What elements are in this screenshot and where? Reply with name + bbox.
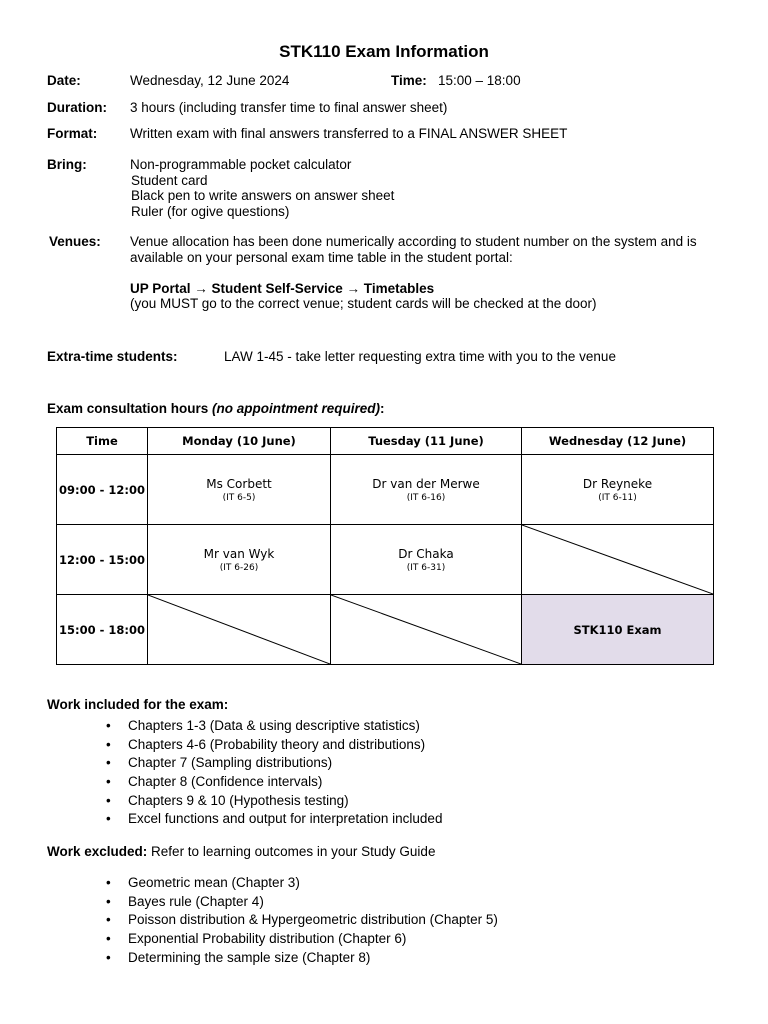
- empty-cell-struck: [148, 595, 331, 665]
- excluded-heading-label: Work excluded:: [47, 844, 148, 859]
- consult-cell: [522, 455, 714, 525]
- excluded-heading-note: Refer to learning outcomes in your Study Guide: [151, 844, 436, 859]
- list-item: • Determining the sample size (Chapter 8): [128, 949, 498, 968]
- table-row: [57, 595, 714, 665]
- room-number: (IT 6-31): [406, 562, 446, 573]
- time-slot: 15:00 - 18:00: [57, 595, 148, 665]
- list-item: • Chapters 4-6 (Probability theory and distributions): [128, 736, 442, 755]
- table-row: [57, 455, 714, 525]
- table-row: [57, 525, 714, 595]
- diagonal-strike: [148, 595, 330, 664]
- portal-path: UP Portal → Student Self-Service → Timetables: [130, 281, 435, 296]
- consult-cell: [148, 455, 331, 525]
- col-header-tuesday: Tuesday (11 June): [331, 428, 522, 455]
- lecturer-name: Dr Chaka: [398, 546, 454, 561]
- venues-text: available on your personal exam time table in the student portal:: [130, 250, 513, 265]
- room-number: (IT 6-16): [406, 492, 446, 503]
- bring-item: Ruler (for ogive questions): [131, 204, 290, 219]
- consultation-table: [56, 427, 714, 665]
- room-number: (IT 6-5): [222, 492, 256, 503]
- date-value: Wednesday, 12 June 2024: [130, 73, 290, 88]
- included-heading: Work included for the exam:: [47, 697, 229, 712]
- duration-value: 3 hours (including transfer time to final answer sheet): [130, 100, 448, 115]
- consult-cell: [331, 455, 522, 525]
- consultation-heading: [47, 401, 385, 416]
- list-item: • Chapters 1-3 (Data & using descriptive statistics): [128, 717, 442, 736]
- date-label: Date:: [47, 73, 81, 88]
- venues-label: Venues:: [49, 234, 101, 249]
- venues-text: Venue allocation has been done numerically according to student number on the system and is: [130, 234, 697, 249]
- venues-note: (you MUST go to the correct venue; student cards will be checked at the door): [130, 296, 597, 311]
- room-number: (IT 6-26): [219, 562, 259, 573]
- empty-cell-struck: [522, 525, 714, 595]
- empty-cell-struck: [331, 595, 522, 665]
- excluded-heading: [47, 844, 435, 859]
- format-label: Format:: [47, 126, 98, 141]
- room-number: (IT 6-11): [598, 492, 637, 503]
- format-value: Written exam with final answers transferred to a FINAL ANSWER SHEET: [130, 126, 568, 141]
- included-list: [128, 717, 442, 829]
- time-slot: 09:00 - 12:00: [57, 455, 148, 525]
- bring-item: Student card: [131, 173, 208, 188]
- list-item: • Chapter 7 (Sampling distributions): [128, 754, 442, 773]
- consult-cell: [148, 525, 331, 595]
- lecturer-name: Dr Reyneke: [582, 476, 653, 491]
- bring-item: Black pen to write answers on answer sheet: [131, 188, 395, 203]
- list-item: • Chapter 8 (Confidence intervals): [128, 773, 442, 792]
- diagonal-strike: [522, 525, 713, 594]
- list-item: • Poisson distribution & Hypergeometric distribution (Chapter 5): [128, 911, 498, 930]
- list-item: • Bayes rule (Chapter 4): [128, 893, 498, 912]
- time-label: Time:: [391, 73, 427, 88]
- bring-item: Non-programmable pocket calculator: [130, 157, 352, 172]
- table-header-row: [57, 428, 714, 455]
- list-item: • Exponential Probability distribution (Chapter 6): [128, 930, 498, 949]
- col-header-monday: Monday (10 June): [148, 428, 331, 455]
- list-item: • Chapters 9 & 10 (Hypothesis testing): [128, 792, 442, 811]
- list-item: • Geometric mean (Chapter 3): [128, 874, 498, 893]
- excluded-list: [128, 874, 498, 967]
- time-slot: 12:00 - 15:00: [57, 525, 148, 595]
- col-header-wednesday: Wednesday (12 June): [522, 428, 714, 455]
- bring-label: Bring:: [47, 157, 87, 172]
- list-item: • Excel functions and output for interpretation included: [128, 810, 442, 829]
- lecturer-name: Dr van der Merwe: [372, 476, 480, 491]
- extra-time-label: Extra-time students:: [47, 349, 178, 364]
- duration-label: Duration:: [47, 100, 107, 115]
- diagonal-strike: [331, 595, 521, 664]
- col-header-time: Time: [57, 428, 148, 455]
- consultation-heading-colon: :: [380, 401, 385, 416]
- exam-cell: STK110 Exam: [522, 595, 714, 665]
- consult-cell: [331, 525, 522, 595]
- lecturer-name: Ms Corbett: [206, 476, 272, 491]
- consultation-heading-note: (no appointment required): [212, 401, 381, 416]
- page-title: STK110 Exam Information: [279, 42, 489, 61]
- consultation-heading-text: Exam consultation hours: [47, 401, 209, 416]
- lecturer-name: Mr van Wyk: [203, 546, 275, 561]
- extra-time-value: LAW 1-45 - take letter requesting extra time with you to the venue: [224, 349, 616, 364]
- time-value: 15:00 – 18:00: [438, 73, 521, 88]
